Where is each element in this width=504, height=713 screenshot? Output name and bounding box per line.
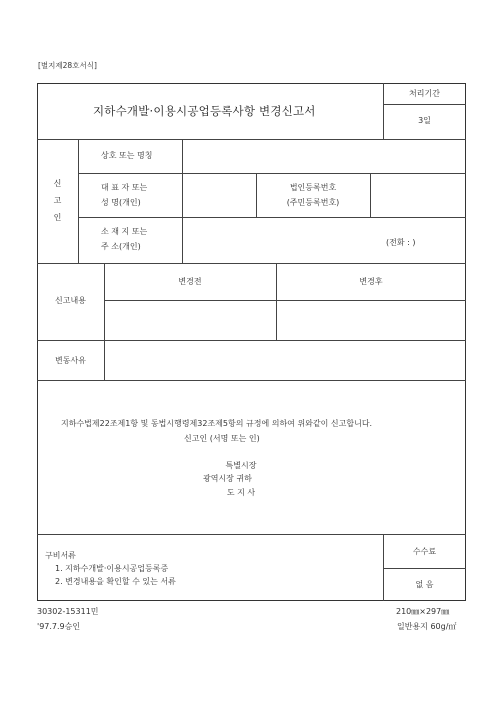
- recipient-line: 광역시장 귀하: [203, 474, 252, 483]
- divider: [37, 380, 466, 381]
- divider: [37, 534, 466, 535]
- reason-field[interactable]: [105, 341, 465, 379]
- footer-paper-type: 일반용지 60g/㎡: [397, 622, 457, 631]
- document-item: 1. 지하수개발·이용시공업등록증: [55, 564, 169, 573]
- documents-label: 구비서류: [45, 551, 76, 560]
- before-change-field[interactable]: [105, 301, 275, 339]
- declaration-statement: 지하수법제22조제1항 및 동법시행령제32조제5항의 규정에 의하여 위와같이 신고합니다.: [61, 419, 373, 428]
- divider: [37, 263, 466, 264]
- divider: [256, 173, 257, 217]
- before-change-label: 변경전: [178, 277, 202, 286]
- processing-label: 처리기간: [409, 89, 440, 98]
- representative-label: 성 명(개인): [101, 198, 141, 207]
- applicant-section-label: 인: [53, 213, 62, 222]
- document-item: 2. 변경내용을 확인할 수 있는 서류: [55, 577, 176, 586]
- processing-value: 3일: [418, 116, 431, 125]
- corp-reg-label: (주민등록번호): [286, 198, 340, 207]
- footer-paper-size: 210㎜×297㎜: [396, 607, 450, 616]
- after-change-field[interactable]: [277, 301, 465, 339]
- trade-name-label: 상호 또는 명칭: [101, 151, 153, 160]
- recipient-line: 도 지 사: [226, 488, 256, 497]
- reporter-signature-line: 신고인 (서명 또는 인): [184, 434, 260, 443]
- trade-name-field[interactable]: [183, 140, 465, 172]
- corp-reg-label: 법인등록번호: [289, 183, 337, 192]
- footer-approval-date: '97.7.9승인: [37, 622, 81, 631]
- divider: [78, 139, 79, 263]
- fee-value: 없 음: [415, 580, 434, 589]
- after-change-label: 변경후: [359, 277, 383, 286]
- address-field[interactable]: [183, 218, 465, 262]
- applicant-section-label: 고: [53, 196, 62, 205]
- report-section-label: 신고내용: [55, 296, 86, 305]
- reason-label: 변동사유: [55, 356, 86, 365]
- fee-label: 수수료: [412, 547, 437, 556]
- corp-reg-field[interactable]: [371, 174, 465, 216]
- recipient-line: 특별시장: [225, 461, 257, 470]
- applicant-section-label: 신: [53, 179, 62, 188]
- address-label: 소 재 지 또는: [101, 227, 148, 236]
- form-code: [별지제28호서식]: [38, 61, 97, 70]
- footer-form-number: 30302-15311민: [37, 607, 99, 616]
- representative-label: 대 표 자 또는: [101, 183, 148, 192]
- divider: [383, 104, 466, 105]
- divider: [383, 568, 466, 569]
- phone-label: (전화 : ): [386, 238, 416, 247]
- address-label: 주 소(개인): [101, 242, 141, 251]
- representative-field[interactable]: [183, 174, 255, 216]
- form-title: 지하수개발·이용시공업등록사항 변경신고서: [93, 104, 316, 118]
